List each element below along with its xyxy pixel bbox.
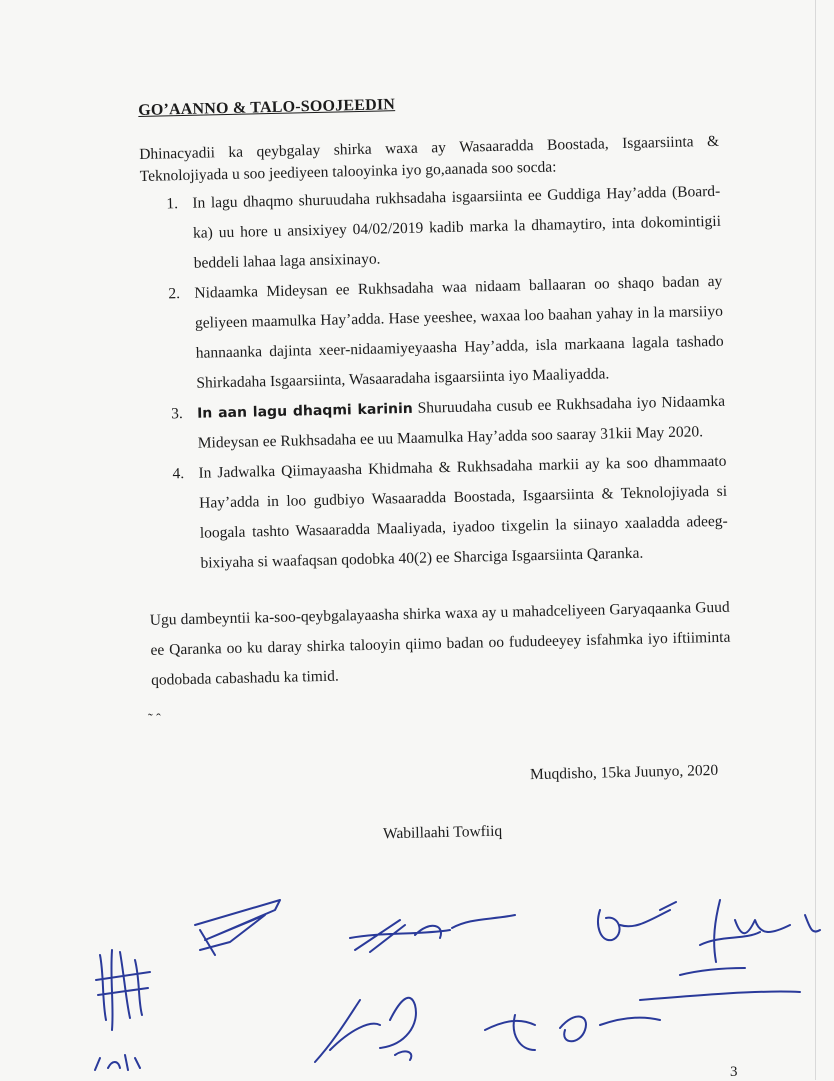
signature <box>195 900 280 955</box>
list-item-number: 4. <box>172 465 185 483</box>
signature <box>315 998 416 1062</box>
signature <box>96 950 150 1030</box>
signature <box>485 992 800 1050</box>
list-item <box>146 447 729 580</box>
list-item <box>142 267 725 400</box>
signature <box>350 915 515 952</box>
list-item-number: 2. <box>168 285 181 303</box>
signature <box>95 1055 140 1070</box>
signatory-line: Wabillaahi Towfiiq <box>382 822 503 843</box>
signatures-area <box>0 880 834 1080</box>
list-item-number: 3. <box>170 405 183 423</box>
list-item-number: 1. <box>166 195 179 213</box>
list-item-text: Shuruudaha cusub ee Rukhsadaha iyo Nidaamka Mideysan ee Rukhsadaha ee uu Maamulka Hay’adda soo saaray 31kii May 2020. <box>197 392 726 452</box>
page-number: 3 <box>730 1064 738 1080</box>
list-item <box>140 177 722 280</box>
document-body <box>138 87 732 712</box>
list-item-bold-text: In aan lagu dhaqmi karinin <box>196 400 413 422</box>
dateline: Muqdisho, 15ka Juunyo, 2020 <box>529 761 719 784</box>
section-heading: GO’AANNO & TALO-SOOJEEDIN <box>138 96 396 119</box>
list-item-text: In Jadwalka Qiimayaasha Khidmaha & Rukhsadaha markii ay ka soo dhammaato Hay’adda in loo gudbiyo Wasaaradda Boostada, Isgaarsiinta & Teknolojiyada si loogala tashto Wasaaradda Maaliyada, iyadoo tixgelin la siinayo xaaladda adeeg-bixiyaha si waafaqsan qodobka 40(2) ee Sharciga Isgaarsiinta Qaranka. <box>198 452 728 572</box>
list-item-text: In lagu dhaqmo shuruudaha rukhsadaha isgaarsiinta ee Guddiga Hay’adda (Board-ka) uu hore u ansixiyey 04/02/2019 kadib marka la dhamaytiro, inta dokomintigii beddeli lahaa laga ansixinayo. <box>192 182 722 272</box>
signature <box>680 900 820 975</box>
recommendations-list <box>140 177 729 580</box>
stray-marks: ˜ ˆ <box>148 712 161 727</box>
closing-paragraph: Ugu dambeyntii ka-soo-qeybgalayaasha shirka waxa ay u mahadceliyeen Garyaqaanka Guud ee Qaranka oo ku daray shirka talooyin qiimo badan oo fududeeyey isfahmka iyo iftiiminta qodobada cabashadu ka timid. <box>149 598 731 689</box>
list-item-text: Nidaamka Mideysan ee Rukhsadaha waa nidaam ballaaran oo shaqo badan ay geliyeen maamulka Hay’adda. Hase yeeshee, waxaa loo baahan yahay in la marsiiyo hannaanka dajinta xeer-nidaamiyeyaasha Hay’adda, isla markaana lagala tashado Shirkadaha Isgaarsiinta, Wasaaradaha isgaarsiinta iyo Maaliyadda. <box>194 272 724 392</box>
intro-paragraph: Dhinacyadii ka qeybgalay shirka waxa ay Wasaaradda Boostada, Isgaarsiinta & Teknolojiyada u soo jeediyeen talooyinka iyo go,aanada soo socda: <box>139 132 720 185</box>
signature <box>598 902 676 940</box>
